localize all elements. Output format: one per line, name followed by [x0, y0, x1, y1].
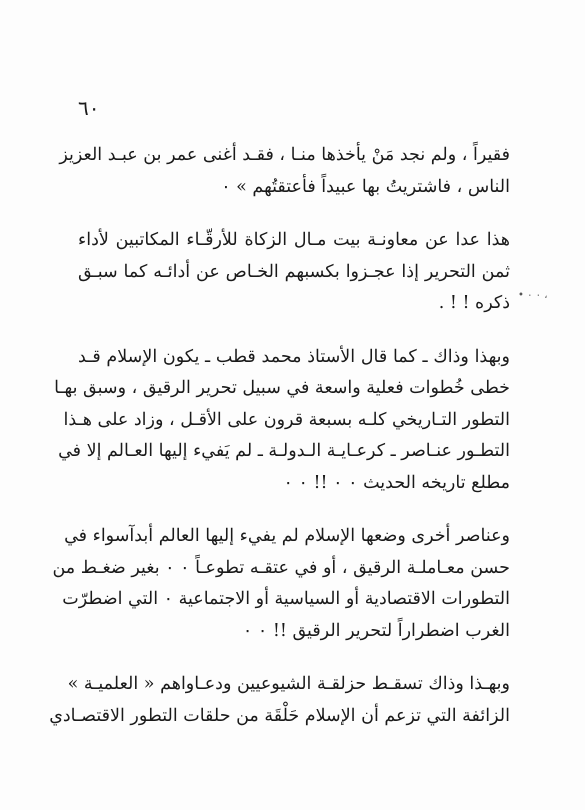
page-number: ٦٠ [78, 96, 100, 120]
text-line: وعناصر أخرى وضعها الإسلام لم يفيء إليها العالم أبدآسواء في [64, 526, 510, 546]
text-line: خطى خُطوات فعلية واسعة في سبيل تحرير الرقيق ، وسبق بهـا [54, 378, 510, 398]
text-line: ثمن التحرير إذا عجـزوا بكسبهم الخـاص عن أدائـه كما سبـق [78, 261, 510, 282]
text-line: فقيراً ، ولم نجد مَنْ يأخذها منـا ، فقـد أغنى عمر بن عبـد العزيز [59, 145, 510, 165]
text-line: التطور التـاريخي كلـه بسبعة قرون على الأقـل ، وزاد على هـذا [63, 409, 510, 430]
paragraph-3 [54, 342, 510, 500]
text-line: وبهذا وذاك ـ كما قال الأستاذ محمد قطب ـ يكون الإسلام قـد [78, 346, 510, 367]
text-line: ذكره ! ! . [438, 293, 510, 313]
text-line: الغرب اضطراراً لتحرير الرقيق !! ٠ ٠ [242, 620, 510, 641]
text-line: وبهـذا وذاك تسقـط حزلقـة الشيوعيين ودعـاواهم « العلميـة » [67, 674, 510, 694]
text-line: الزائفة التي تزعم أن الإسلام حَلْقَة من حلقات التطور الاقتصـادي [49, 705, 510, 726]
text-line: حسن معـاملـة الرقيق ، أو في عتقـه تطوعـاً ٠ ٠ بغير ضغـط من [52, 557, 510, 578]
margin-mark: • ٠ ٠ ، [518, 290, 548, 301]
text-line: الناس ، فاشتريتُ بها عبيداً فأعتقتُهم » ٠ [221, 176, 510, 197]
body-text [49, 140, 510, 754]
paragraph-1 [59, 140, 510, 203]
text-line: التطورات الاقتصادية أو السياسية أو الاجتماعية ٠ التي اضطرّت [62, 589, 510, 609]
text-line: هذا عدا عن معاونـة بيت مـال الزكاة للأرقّـاء المكاتبين لأداء [78, 230, 510, 250]
paragraph-5 [49, 669, 510, 732]
paragraph-4 [52, 521, 510, 647]
text-line: التطـور عنـاصر ـ كرعـايـة الـدولـة ـ لم يَفيء إليها العـالم إلا في [58, 441, 510, 461]
text-line: مطلع تاريخه الحديث ٠ ٠ !! ٠ ٠ [283, 472, 510, 493]
paragraph-2 [78, 225, 510, 320]
